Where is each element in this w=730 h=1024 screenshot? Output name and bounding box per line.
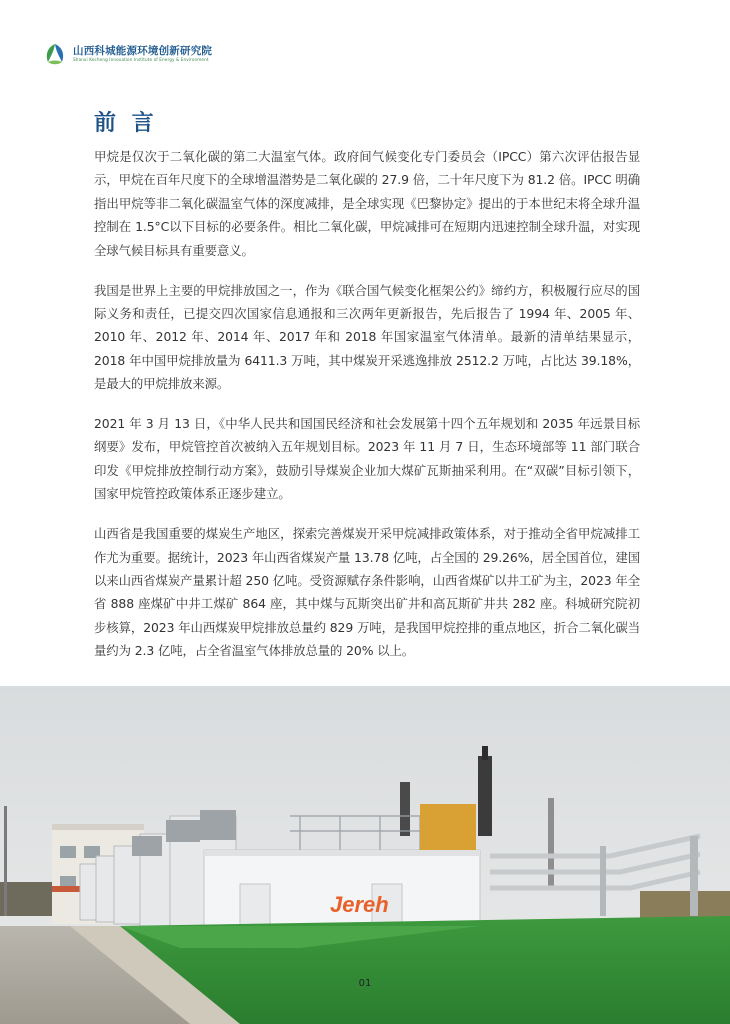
paragraph-2: 我国是世界上主要的甲烷排放国之一，作为《联合国气候变化框架公约》缔约方，积极履行应尽的国际义务和责任，已提交四次国家信息通报和三次两年更新报告，先后报告了 1994 年、2005 年、2010 年、2012 年、2014 年、2017 年和 2018 年国家温室气体清单。最新的清单结果显示，2018 年中国甲烷排放量为 6411.3 万吨，其中煤炭开采逃逸排放 2512.2 万吨，占比达 39.18%，是最大的甲烷排放来源。 <box>94 282 640 392</box>
paragraph-3: 2021 年 3 月 13 日，《中华人民共和国国民经济和社会发展第十四个五年规划和 2035 年远景目标纲要》发布，甲烷管控首次被纳入五年规划目标。2023 年 11 月 7 日，生态环境部等 11 部门联合印发《甲烷排放控制行动方案》，鼓励引导煤炭企业加大煤矿瓦斯抽采利用。在“双碳”目标引领下，国家甲烷管控政策体系正逐步建立。 <box>94 416 640 502</box>
institute-logo-icon <box>42 41 68 67</box>
page-number: 01 <box>358 978 372 989</box>
gas-power-station-photo <box>0 686 730 1024</box>
paragraph-4: 山西省是我国重要的煤炭生产地区，探索完善煤炭开采甲烷减排政策体系，对于推动全省甲烷减排工作尤为重要。据统计，2023 年山西省煤炭产量 13.78 亿吨，占全国的 29.26%，居全国首位，建国以来山西省煤炭产量累计超 250 亿吨。受资源赋存条件影响，山西省煤矿以井工矿为主，2023 年全省 888 座煤矿中井工煤矿 864 座，其中煤与瓦斯突出矿井和高瓦斯矿井共 282 座。科城研究院初步核算，2023 年山西煤炭甲烷排放总量约 829 万吨，是我国甲烷控排的重点地区，折合二氧化碳当量约为 2.3 亿吨，占全省温室气体排放总量的 20% 以上。 <box>94 526 640 659</box>
preface-body <box>94 145 640 679</box>
brand-text: Jereh <box>330 892 389 917</box>
org-name: 山西科城能源环境创新研究院 <box>73 44 213 57</box>
org-name-en: Shanxi Kecheng Innovation Institute of Energy & Environment <box>73 57 209 63</box>
page-title: 前 言 <box>94 111 158 136</box>
paragraph-1: 甲烷是仅次于二氧化碳的第二大温室气体。政府间气候变化专门委员会（IPCC）第六次评估报告显示，甲烷在百年尺度下的全球增温潜势是二氧化碳的 27.9 倍，二十年尺度下为 81.2 倍。IPCC 明确指出甲烷等非二氧化碳温室气体的深度减排，是全球实现《巴黎协定》提出的于本世纪末将全球升温控制在 1.5°C以下目标的必要条件。相比二氧化碳，甲烷减排可在短期内迅速控制全球升温，对实现全球气候目标具有重要意义。 <box>94 149 640 258</box>
header <box>42 40 212 68</box>
logo-text <box>73 46 212 63</box>
